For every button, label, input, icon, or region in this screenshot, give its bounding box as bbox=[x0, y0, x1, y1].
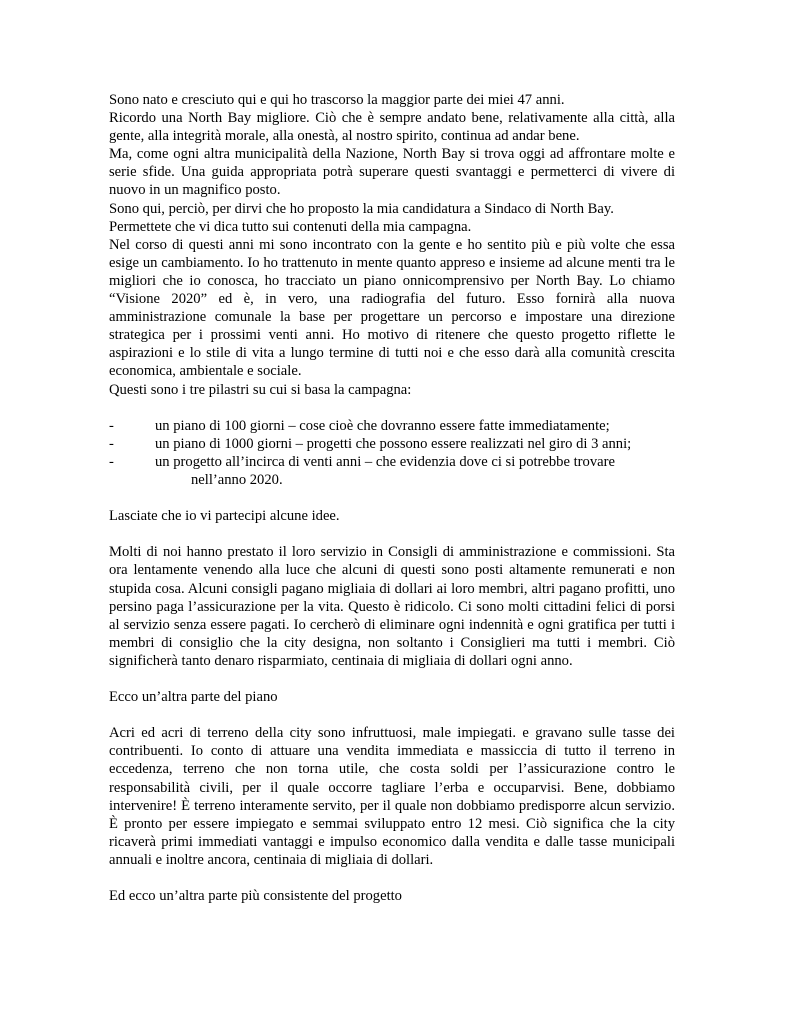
document-page bbox=[109, 91, 675, 905]
intro-line-memory: Ricordo una North Bay migliore. Ciò che è sempre andato bene, relativamente alla città, alla gente, alla integrità morale, alla onestà, al nostro spirito, continua ad andar bene. bbox=[109, 110, 675, 145]
intro-line-pillars: Questi sono i tre pilastri su cui si basa la campagna: bbox=[109, 381, 412, 398]
intro-line-challenges: Ma, come ogni altra municipalità della Nazione, North Bay si trova oggi ad affrontare molte e serie sfide. Una guida appropriata potrà superare questi svantaggi e permetterci di vivere di nuovo in un magnifico posto. bbox=[109, 146, 675, 199]
bullet-item bbox=[109, 453, 675, 489]
intro-line-campaign: Permettete che vi dica tutto sui contenuti della mia campagna. bbox=[109, 218, 472, 235]
bullet-text-continuation: nell’anno 2020. bbox=[191, 471, 283, 488]
bullet-text: un piano di 100 giorni – cose cioè che dovranno essere fatte immediatamente; bbox=[155, 417, 610, 434]
paragraph-ideas: Lasciate che io vi partecipi alcune idee. bbox=[109, 508, 340, 525]
bullet-text: un piano di 1000 giorni – progetti che possono essere realizzati nel giro di 3 anni; bbox=[155, 435, 632, 452]
bullet-dash: - bbox=[109, 453, 114, 470]
paragraph-another-part: Ecco un’altra parte del piano bbox=[109, 689, 278, 706]
bullet-text: un progetto all’incirca di venti anni – che evidenzia dove ci si potrebbe trovare bbox=[155, 453, 615, 470]
bullet-item bbox=[109, 435, 675, 453]
intro-line-candidacy: Sono qui, perciò, per dirvi che ho proposto la mia candidatura a Sindaco di North Bay. bbox=[109, 200, 614, 217]
paragraph-councils: Molti di noi hanno prestato il loro servizio in Consigli di amministrazione e commissioni. Sta ora lentamente venendo alla luce che alcuni di questi sono posti altamente remunerati e non stupida cosa. Alcuni consigli pagano migliaia di dollari ai loro membri, altri pagano profitti, uno persino paga l’assicurazione per la vita. Questo è ridicolo. Ci sono molti cittadini felici di porsi al servizio senza essere pagati. Io cercherò di eliminare ogni indennità e ogni gratifica per tutti i membri di consiglio che la city designa, non soltanto i Consiglieri ma tutti i membri. Ciò significherà tanto denaro risparmiato, centinaia di migliaia di dollari ogni anno. bbox=[109, 544, 675, 669]
paragraph-more: Ed ecco un’altra parte più consistente del progetto bbox=[109, 888, 402, 905]
bullet-dash: - bbox=[109, 435, 114, 452]
bullet-item bbox=[109, 417, 675, 435]
intro-line-vision: Nel corso di questi anni mi sono incontrato con la gente e ho sentito più e più volte che essa esige un cambiamento. Io ho trattenuto in mente quanto appreso e insieme ad alcune menti tra le migliori che io conosca, ho tracciato un piano onnicomprensivo per North Bay. Lo chiamo “Visione 2020” ed è, in vero, una radiografia del futuro. Esso fornirà alla nuova amministrazione comunale la base per progettare un percorso e impostare una direzione strategica per i prossimi venti anni. Ho motivo di ritenere che questo progetto riflette le aspirazioni e lo stile di vita a lungo termine di tutti noi e che esso darà alla comunità crescita economica, ambientale e sociale. bbox=[109, 236, 675, 380]
bullet-dash: - bbox=[109, 417, 114, 434]
paragraph-land: Acri ed acri di terreno della city sono infruttuosi, male impiegati. e gravano sulle tasse dei contribuenti. Io conto di attuare una vendita immediata e massiccia di tutto il terreno in eccedenza, terreno che non torna utile, che costa soldi per l’assicurazione contro le responsabilità civili, per il quale occorre tagliare l’erba e occuparvisi. Bene, dobbiamo intervenire! È terreno interamente servito, per il quale non dobbiamo predisporre alcun servizio. È pronto per essere impiegato e semmai sviluppato entro 12 mesi. Ciò significa che la city ricaverà primi immediati vantaggi e impulso economico dalla vendita e dalle tasse municipali annuali e inoltre ancora, centinaia di migliaia di dollari. bbox=[109, 725, 675, 868]
intro-line-age: Sono nato e cresciuto qui e qui ho trascorso la maggior parte dei miei 47 anni. bbox=[109, 92, 565, 108]
